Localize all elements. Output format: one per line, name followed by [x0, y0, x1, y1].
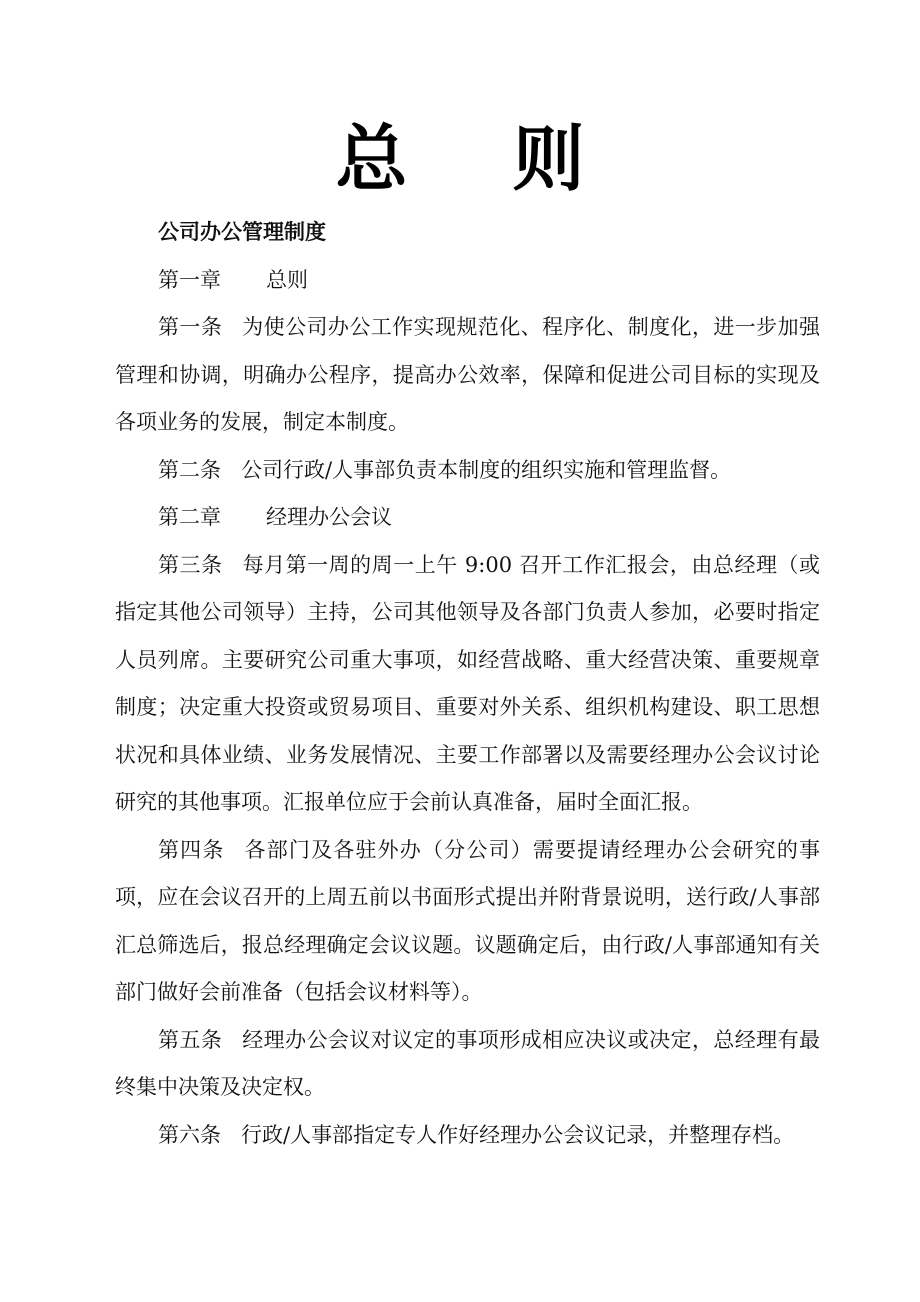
- article-label: 第三条: [158, 552, 223, 577]
- article-text: 为使公司办公工作实现规范化、程序化、制度化，进一步加强管理和协调，明确办公程序，提高办公效率，保障和促进公司目标的实现及各项业务的发展，制定本制度。: [115, 315, 821, 434]
- chapter-title: 总则: [266, 267, 308, 292]
- document-body: [115, 209, 820, 1159]
- article-text: 公司行政/人事部负责本制度的组织实施和管理监督。: [241, 457, 732, 482]
- chapter-1: [115, 257, 820, 305]
- article-label: 第二条: [158, 457, 221, 482]
- article-label: 第四条: [158, 837, 225, 862]
- document-subtitle: 公司办公管理制度: [158, 220, 326, 244]
- article-text: 每月第一周的周一上午 9:00 召开工作汇报会，由总经理（或指定其他公司领导）主持，公司其他领导及各部门负责人参加，必要时指定人员列席。主要研究公司重大事项，如经营战略、重大经营决策、重要规章制度；决定重大投资或贸易项目、重要对外关系、组织机构建设、职工思想状况和具体业绩、业务发展情况、主要工作部署以及需要经理办公会议讨论研究的其他事项。汇报单位应于会前认真准备，届时全面汇报。: [115, 552, 821, 814]
- chapter-label: 第一章: [158, 267, 221, 292]
- article-label: 第六条: [158, 1122, 221, 1147]
- chapter-title: 经理办公会议: [266, 505, 392, 529]
- page-title: 总 则: [335, 117, 625, 201]
- article-2: [115, 447, 820, 495]
- article-6: [115, 1112, 820, 1160]
- chapter-2: [115, 494, 820, 542]
- chapter-label: 第二章: [158, 505, 221, 529]
- article-text: 行政/人事部指定专人作好经理办公会议记录，并整理存档。: [241, 1122, 795, 1147]
- article-3: [115, 542, 820, 827]
- article-text: 各部门及各驻外办（分公司）需要提请经理办公会研究的事项，应在会议召开的上周五前以书面形式提出并附背景说明，送行政/人事部汇总筛选后，报总经理确定会议议题。议题确定后，由行政/人事部通知有关部门做好会前准备（包括会议材料等）。: [115, 837, 821, 1004]
- article-1: [115, 304, 820, 447]
- article-5: [115, 1017, 820, 1112]
- article-text: 经理办公会议对议定的事项形成相应决议或决定，总经理有最终集中决策及决定权。: [115, 1027, 821, 1099]
- article-4: [115, 827, 820, 1017]
- article-label: 第一条: [158, 315, 223, 339]
- article-label: 第五条: [158, 1027, 223, 1052]
